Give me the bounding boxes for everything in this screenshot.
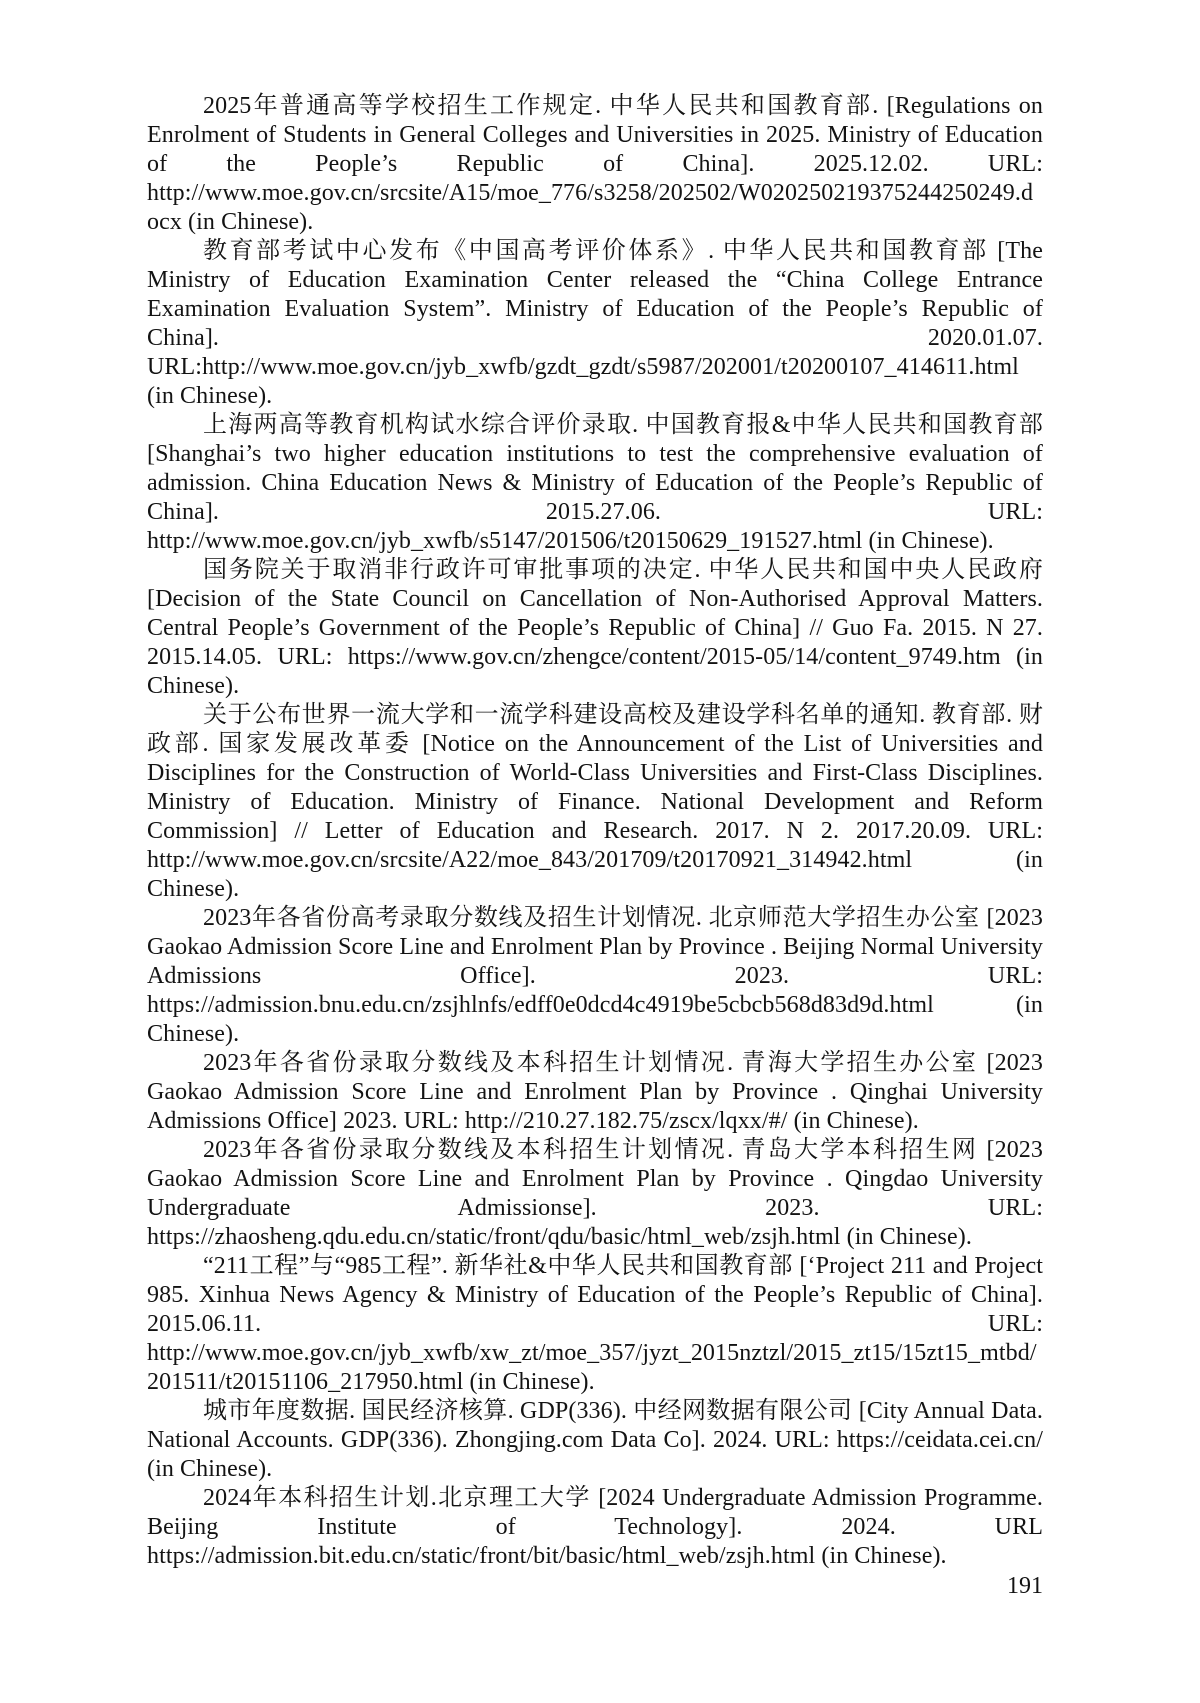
reference-entry: 2023年各省份录取分数线及本科招生计划情况. 青海大学招生办公室 [2023 Gaokao Admission Score Line and Enrolment Plan by Province . Qinghai University Admissions Office] 2023. URL: http://210.27.182.75/zscx/lqxx/#/ (in Chinese).	[147, 1050, 1043, 1134]
page-number: 191	[1007, 1573, 1043, 1599]
reference-entry: 教育部考试中心发布《中国高考评价体系》. 中华人民共和国教育部 [The Ministry of Education Examination Center released the “China College Entrance Examination Evaluation System”. Ministry of Education of the People’s Republic of China]. 2020.01.07. URL:http://www.moe.gov.cn/jyb_xwfb/gzdt_gzdt/s5987/202001/t20200107_414611.html (in Chinese).	[147, 238, 1043, 409]
reference-entry: 关于公布世界一流大学和一流学科建设高校及建设学科名单的通知. 教育部. 财政部. 国家发展改革委 [Notice on the Announcement of the List of Universities and Disciplines for the Construction of World-Class Universities and First-Class Disciplines. Ministry of Education. Ministry of Finance. National Development and Reform Commission] // Letter of Education and Research. 2017. N 2. 2017.20.09. URL: http://www.moe.gov.cn/srcsite/A22/moe_843/201709/t20170921_314942.html (in Chinese).	[147, 702, 1043, 902]
reference-entry: 国务院关于取消非行政许可审批事项的决定. 中华人民共和国中央人民政府 [Decision of the State Council on Cancellation of Non-Authorised Approval Matters. Central People’s Government of the People’s Republic of China] // Guo Fa. 2015. N 27. 2015.14.05. URL: https://www.gov.cn/zhengce/content/2015-05/14/content_9749.htm (in Chinese).	[147, 557, 1043, 699]
reference-entry: “211工程”与“985工程”. 新华社&中华人民共和国教育部 [‘Project 211 and Project 985. Xinhua News Agency & Ministry of Education of the People’s Republic of China]. 2015.06.11. URL: http://www.moe.gov.cn/jyb_xwfb/xw_zt/moe_357/jyzt_2015nztzl/2015_zt15/15zt15_mtbd/201511/t20151106_217950.html (in Chinese).	[147, 1253, 1043, 1395]
reference-entry: 2024年本科招生计划.北京理工大学 [2024 Undergraduate Admission Programme. Beijing Institute of Technology]. 2024. URL https://admission.bit.edu.cn/static/front/bit/basic/html_web/zsjh.html (in Chinese).	[147, 1485, 1043, 1569]
reference-entry: 2023年各省份高考录取分数线及招生计划情况. 北京师范大学招生办公室 [2023 Gaokao Admission Score Line and Enrolment Plan by Province . Beijing Normal University Admissions Office]. 2023. URL: https://admission.bnu.edu.cn/zsjhlnfs/edff0e0dcd4c4919be5cbcb568d83d9d.html (in Chinese).	[147, 905, 1043, 1047]
reference-entry: 2023年各省份录取分数线及本科招生计划情况. 青岛大学本科招生网 [2023 Gaokao Admission Score Line and Enrolment Plan by Province . Qingdao University Undergraduate Admissionse]. 2023. URL: https://zhaosheng.qdu.edu.cn/static/front/qdu/basic/html_web/zsjh.html (in Chinese).	[147, 1137, 1043, 1250]
reference-entry: 2025年普通高等学校招生工作规定. 中华人民共和国教育部. [Regulations on Enrolment of Students in General Colleges and Universities in 2025. Ministry of Education of the People’s Republic of China]. 2025.12.02. URL: http://www.moe.gov.cn/srcsite/A15/moe_776/s3258/202502/W020250219375244250249.docx (in Chinese).	[147, 93, 1043, 235]
reference-entry: 上海两高等教育机构试水综合评价录取. 中国教育报&中华人民共和国教育部 [Shanghai’s two higher education institutions to test the comprehensive evaluation of admission. China Education News & Ministry of Education of the People’s Republic of China]. 2015.27.06. URL: http://www.moe.gov.cn/jyb_xwfb/s5147/201506/t20150629_191527.html (in Chinese).	[147, 412, 1043, 554]
reference-entry: 城市年度数据. 国民经济核算. GDP(336). 中经网数据有限公司 [City Annual Data. National Accounts. GDP(336). Zhongjing.com Data Co]. 2024. URL: https://ceidata.cei.cn/ (in Chinese).	[147, 1398, 1043, 1482]
references-list	[147, 92, 1043, 1571]
